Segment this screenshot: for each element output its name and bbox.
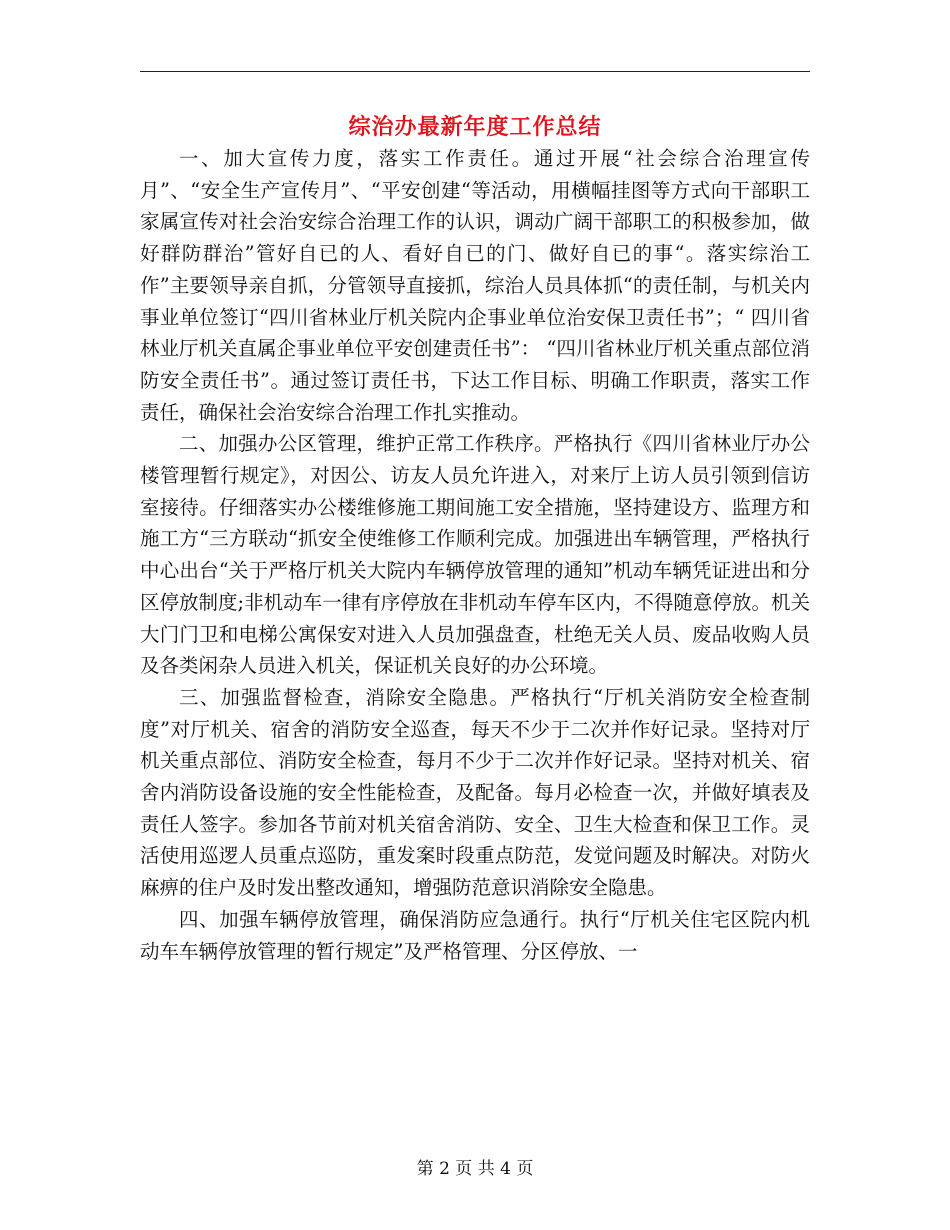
paragraph-4: 四、加强车辆停放管理，确保消防应急通行。执行“厅机关住宅区院内机动车车辆停放管理的暂行规定”及严格管理、分区停放、一 (140, 907, 810, 963)
document-body (140, 143, 810, 967)
paragraph-3: 三、加强监督检查，消除安全隐患。严格执行“厅机关消防安全检查制度”对厅机关、宿舍的消防安全巡查，每天不少于二次并作好记录。坚持对厅机关重点部位、消防安全检查，每月不少于二次并作好记录。坚持对机关、宿舍内消防设备设施的安全性能检查，及配备。每月必检查一次，并做好填表及责任人签字。参加各节前对机关宿舍消防、安全、卫生大检查和保卫工作。灵活使用巡逻人员重点巡防，重发案时段重点防范，发觉问题及时解决。对防火麻痹的住户及时发出整改通知，增强防范意识消除安全隐患。 (140, 685, 810, 900)
paragraph-1: 一、加大宣传力度，落实工作责任。通过开展“社会综合治理宣传月”、“安全生产宣传月”、“平安创建“等活动，用横幅挂图等方式向干部职工家属宣传对社会治安综合治理工作的认识，调动广阔干部职工的积极参加，做好群防群治”管好自已的人、看好自已的门、做好自已的事“。落实综治工作”主要领导亲自抓，分管领导直接抓，综治人员具体抓“的责任制，与机关内事业单位签订“四川省林业厅机关院内企事业单位治安保卫责任书”；“ 四川省林业厅机关直属企事业单位平安创建责任书”： “四川省林业厅机关重点部位消防安全责任书”。通过签订责任书，下达工作目标、明确工作职责，落实工作责任，确保社会治安综合治理工作扎实推动。 (140, 147, 810, 424)
header-rule (140, 71, 810, 72)
page-title: 综治办最新年度工作总结 (348, 114, 602, 140)
page-footer: 第 2 页 共 4 页 (416, 1159, 534, 1179)
paragraph-2: 二、加强办公区管理，维护正常工作秩序。严格执行《四川省林业厅办公楼管理暂行规定》，对因公、访友人员允许进入，对来厅上访人员引领到信访室接待。仔细落实办公楼维修施工期间施工安全措施，坚持建设方、监理方和施工方“三方联动“抓安全使维修工作顺利完成。加强进出车辆管理，严格执行中心出台“关于严格厅机关大院内车辆停放管理的通知”机动车辆凭证进出和分区停放制度;非机动车一律有序停放在非机动车停车区内，不得随意停放。机关大门门卫和电梯公寓保安对进入人员加强盘查，杜绝无关人员、废品收购人员及各类闲杂人员进入机关，保证机关良好的办公环境。 (140, 432, 810, 678)
